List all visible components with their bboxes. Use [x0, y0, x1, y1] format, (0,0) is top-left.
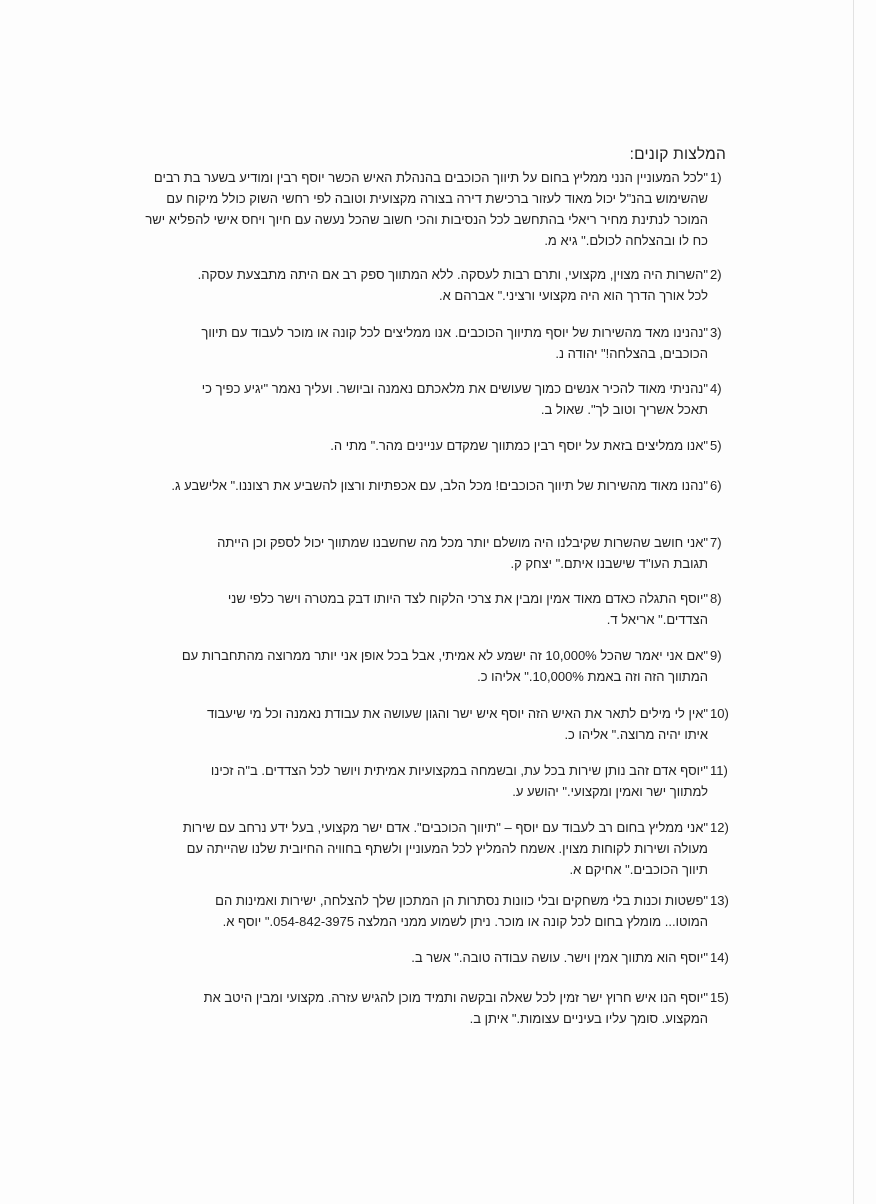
item-number: 14)	[710, 950, 729, 965]
recommendation-item	[183, 588, 722, 630]
item-number: 5)	[710, 438, 722, 453]
item-text: "השרות היה מצוין, מקצועי, ותרם רבות לעסקה. ללא המתווך ספק רב אם היתה מתבצעת עסקה. לכל אורך הדרך הוא היה מקצועי ורציני." אברהם א.	[197, 267, 708, 303]
item-text: "אני ממליץ בחום רב לעבוד עם יוסף – "תיווך הכוכבים". אדם ישר מקצועי, בעל ידע נרחב עם שירות מעולה ושירות לקוחות מצוין. אשמח להמליץ לכל המעוניין ולשתף בחוויה החיובית שלנו שהייתה עם תיווך הכוכבים." אחיקם א.	[182, 820, 708, 877]
item-text: "פשטות וכנות בלי משחקים ובלי כוונות נסתרות הן המתכון שלך להצלחה, ישירות ואמינות הם המוטו... מומלץ בחום לכל קונה או מוכר. ניתן לשמוע ממני המלצה 054-842-3975." יוסף א.	[215, 893, 708, 929]
item-number: 11)	[710, 763, 728, 778]
item-text: "אין לי מילים לתאר את האיש הזה יוסף איש ישר והגון שעושה את עבודת נאמנה וכל מי שיעבוד איתו יהיה מרוצה." אליהו כ.	[206, 706, 708, 742]
recommendation-item	[138, 167, 722, 251]
item-text: "יוסף התגלה כאדם מאוד אמין ומבין את צרכי הלקוח לצד היותו דבק במטרה וישר כלפי שני הצדדים." אריאל ד.	[227, 591, 708, 627]
item-text: "אם אני יאמר שהכל 10,000% זה ישמע לא אמיתי, אבל בכל אופן אני יותר ממרוצה מהתחברות עם המתווך הזה וזה באמת 10,000%." אליהו כ.	[181, 648, 708, 684]
recommendation-item	[163, 322, 722, 364]
recommendation-item	[148, 645, 722, 687]
item-text: "יוסף אדם זהב נותן שירות בכל עת, ובשמחה במקצועיות אמיתית ויושר לכל הצדדים. ב"ה זכינו למתווך ישר ואמין ומקצועי." יהושע ע.	[210, 763, 708, 799]
item-text: "נהנו מאוד מהשירות של תיווך הכוכבים! מכל הלב, עם אכפתיות ורצון להשביע את רצוננו." אלישבע ג.	[171, 478, 708, 493]
recommendation-item	[168, 987, 729, 1029]
item-number: 7)	[710, 535, 722, 550]
item-number: 1)	[710, 170, 722, 185]
recommendation-item	[198, 532, 722, 574]
recommendation-item	[168, 817, 729, 880]
item-text: "יוסף הוא מתווך אמין וישר. עושה עבודה טובה." אשר ב.	[411, 950, 708, 965]
scan-edge-line	[853, 0, 854, 1204]
item-number: 9)	[710, 648, 722, 663]
recommendation-item	[168, 435, 722, 456]
item-number: 4)	[710, 381, 722, 396]
recommendation-item	[178, 760, 728, 802]
recommendation-item	[188, 947, 729, 968]
recommendation-item	[178, 264, 722, 306]
recommendation-item	[188, 890, 729, 932]
item-text: "יוסף הנו איש חרוץ ישר זמין לכל שאלה ובקשה ותמיד מוכן להגיש עזרה. מקצועי ומבין היטב את המקצוע. סומך עליו בעיניים עצומות." איתן ב.	[203, 990, 708, 1026]
item-number: 13)	[710, 893, 729, 908]
page-title: המלצות קונים:	[629, 146, 726, 163]
item-text: "אני חושב שהשרות שקיבלנו היה מושלם יותר מכל מה שחשבנו שמתווך יכול לספק וכן הייתה תגובת העו"ד שישבנו איתם." יצחק ק.	[217, 535, 708, 571]
item-number: 2)	[710, 267, 722, 282]
recommendation-item	[188, 703, 729, 745]
item-number: 6)	[710, 478, 722, 493]
item-number: 12)	[710, 820, 729, 835]
item-text: "נהנינו מאד מהשירות של יוסף מתיווך הכוכבים. אנו ממליצים לכל קונה או מוכר לעבוד עם תיווך הכוכבים, בהצלחה!" יהודה נ.	[201, 325, 708, 361]
recommendation-item	[168, 378, 722, 420]
item-number: 8)	[710, 591, 722, 606]
item-text: "לכל המעוניין הנני ממליץ בחום על תיווך הכוכבים בהנהלת האיש הכשר יוסף רבין ומודיע בשער בת רבים שהשימוש בהנ"ל יכול מאוד לעזור ברכישת דירה בצורה מקצועית וטובה לפי רחשי השוק כולל מיקוח עם המוכר לנתינת מחיר ריאלי בהתחשב לכל הנסיבות והכי חשוב שהכל נעשה עם חיוך ויחס אישי להפליא ישר כח לו ובהצלחה לכולם." גיא מ.	[145, 170, 708, 248]
item-text: "נהניתי מאוד להכיר אנשים כמוך שעושים את מלאכתם נאמנה וביושר. ועליך נאמר "יגיע כפיך כי תאכל אשריך וטוב לך". שאול ב.	[201, 381, 708, 417]
recommendation-item	[158, 475, 722, 496]
item-number: 3)	[710, 325, 722, 340]
item-number: 10)	[710, 706, 729, 721]
item-text: "אנו ממליצים בזאת על יוסף רבין כמתווך שמקדם עניינים מהר." מתי ה.	[330, 438, 708, 453]
item-number: 15)	[710, 990, 729, 1005]
